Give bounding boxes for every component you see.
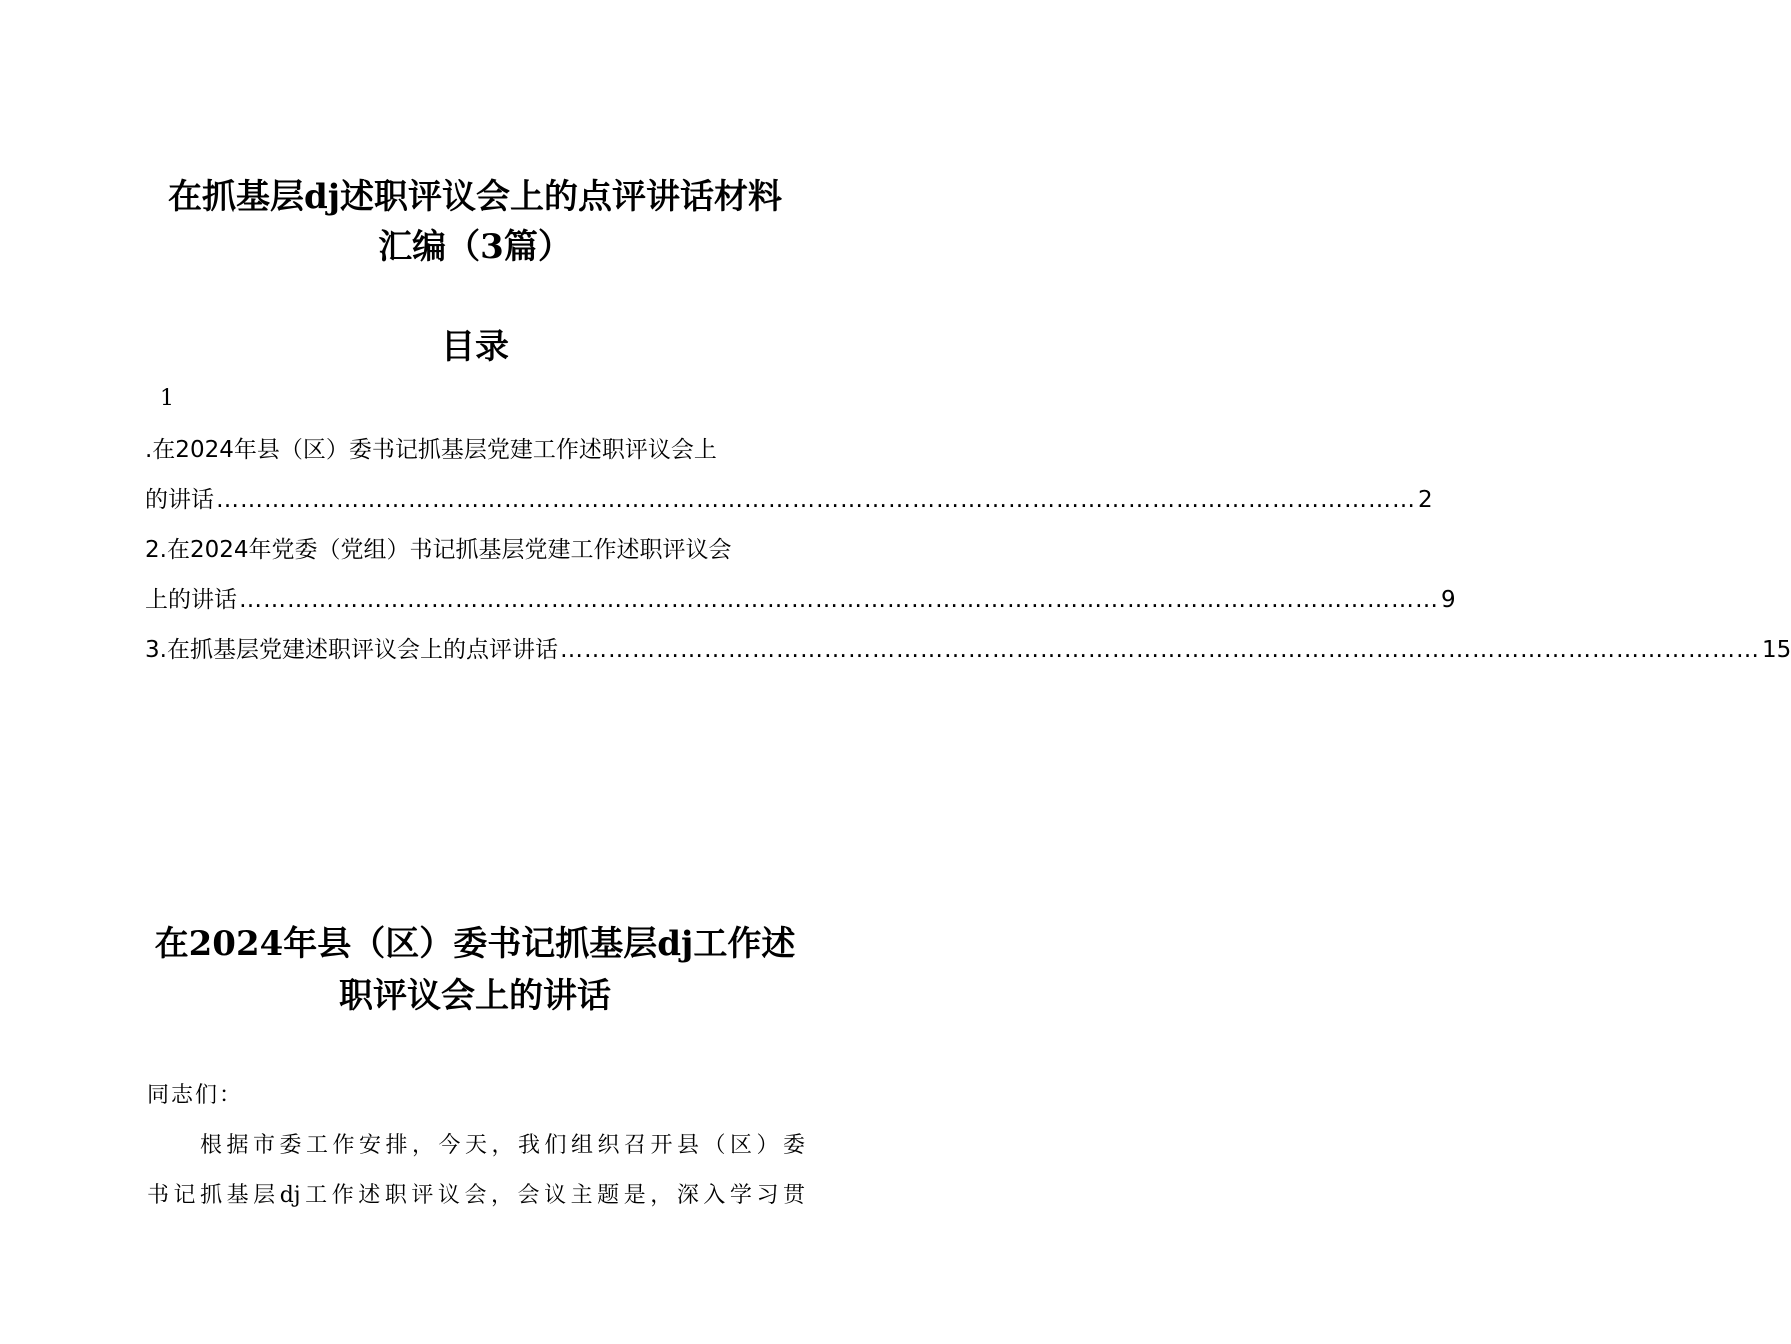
section-title-line-2: 职评议会上的讲话 (339, 976, 611, 1016)
toc-leader-dots: …………………………………………………………………………………………………………………………………… (559, 637, 1760, 663)
toc-leader-dots: …………………………………………………………………………………………………………………………………… (216, 487, 1416, 513)
toc-entry-3-text: 3.在抓基层党建述职评议会上的点评讲话 (145, 637, 558, 663)
toc-entry-1-text-cont: 的讲话 (145, 487, 214, 513)
toc-entry-1-text: .在2024年县（区）委书记抓基层党建工作述职评议会上 (145, 437, 717, 463)
toc-entry-1-line-2[interactable] (145, 484, 1433, 516)
document-title-line-1: 在抓基层dj述职评议会上的点评讲话材料 (167, 177, 783, 217)
section-title-line-1: 在2024年县（区）委书记抓基层dj工作述 (154, 924, 796, 964)
toc-leader-dots: …………………………………………………………………………………………………………………………………… (239, 587, 1439, 613)
document-title (0, 172, 950, 272)
section-title (0, 918, 950, 1022)
paragraph-line-1: 根据市委工作安排，今天，我们组织召开县（区）委 (147, 1133, 805, 1158)
toc-entry-2-line-1[interactable] (145, 534, 805, 566)
toc-entry-1-line-1[interactable] (145, 434, 805, 466)
toc-entry-2-page: 9 (1441, 587, 1456, 613)
toc-entry-1-page: 2 (1418, 487, 1433, 513)
paragraph-line-2: 书记抓基层dj工作述职评议会，会议主题是，深入学习贯 (147, 1183, 805, 1208)
toc-stray-number: 1 (160, 386, 174, 411)
toc-entry-2-text: 2.在2024年党委（党组）书记抓基层党建工作述职评议会 (145, 537, 732, 563)
toc-entry-3-page: 15 (1761, 637, 1791, 663)
toc-heading: 目录 (441, 327, 509, 367)
document-title-line-2: 汇编（3篇） (378, 227, 572, 267)
toc-entry-2-text-cont: 上的讲话 (145, 587, 237, 613)
toc-entry-3[interactable] (145, 634, 1791, 666)
toc-entry-2-line-2[interactable] (145, 584, 1456, 616)
salutation: 同志们： (147, 1083, 244, 1108)
